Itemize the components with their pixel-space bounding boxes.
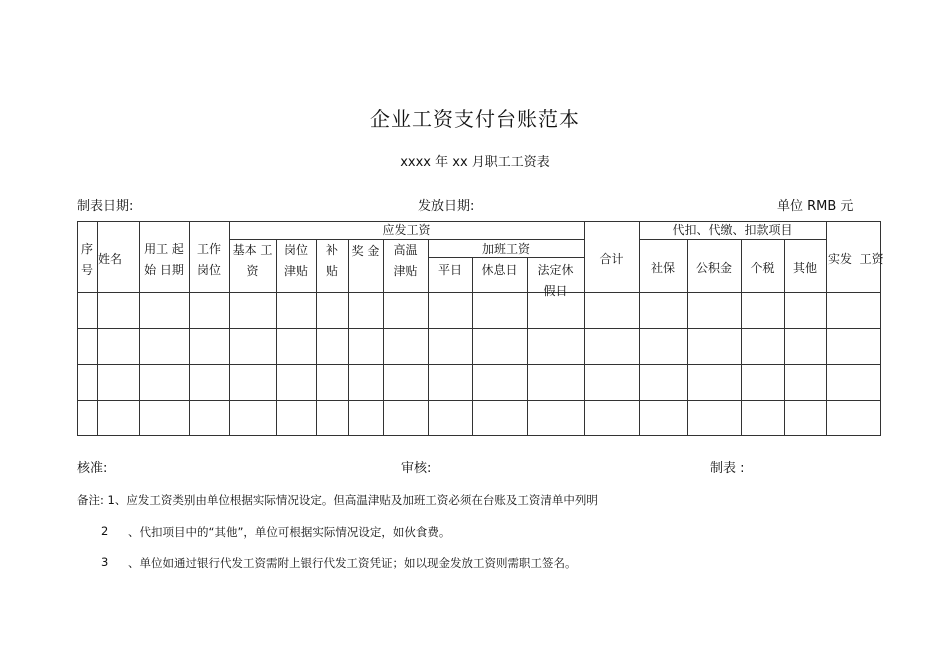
header-holiday-line1: 法定休 <box>537 263 574 277</box>
header-seq-line2: 号 <box>80 263 93 277</box>
review-label: 审核: <box>401 461 432 476</box>
header-total: 合计 <box>599 251 624 266</box>
header-post-allowance <box>276 241 316 281</box>
header-net-pay: 实发 工资 <box>828 251 884 266</box>
header-bonus: 奖 金 <box>351 243 380 258</box>
header-fund: 公积金 <box>695 260 732 275</box>
header-start-date-line1: 用工 起 <box>144 242 184 256</box>
header-post-allow-line1: 岗位 <box>283 243 308 257</box>
header-post <box>189 240 229 280</box>
header-post-line2: 岗位 <box>196 263 221 277</box>
issue-date-label: 发放日期: <box>418 199 475 214</box>
header-seq-line1: 序 <box>80 242 93 256</box>
header-overtime-group: 加班工资 <box>481 242 530 256</box>
header-deduct-group: 代扣、代缴、扣款项目 <box>672 223 793 237</box>
note-1: 备注: 1、应发工资类别由单位根据实际情况设定。但高温津贴及加班工资必须在台账及工资清单中列明 <box>77 493 598 507</box>
date-label: 制表日期: <box>77 199 134 214</box>
header-post-line1: 工作 <box>196 242 221 256</box>
header-name: 姓名 <box>97 251 122 266</box>
note-2: 、代扣项目中的“其他”，单位可根据实际情况设定，如伙食费。 <box>128 525 451 539</box>
header-restday: 休息日 <box>481 262 518 277</box>
page-title: 企业工资支付台账范本 <box>370 107 580 131</box>
approve-label: 核准: <box>77 461 108 476</box>
header-payable-group: 应发工资 <box>382 223 431 237</box>
header-holiday <box>527 259 584 303</box>
header-start-date-line2: 始 日期 <box>144 263 184 277</box>
header-subsidy-line1: 补 <box>325 243 338 257</box>
header-start-date <box>139 240 189 280</box>
header-weekday: 平日 <box>437 262 462 277</box>
header-tax: 个税 <box>750 260 775 275</box>
note-2-number: 2 <box>101 524 109 538</box>
header-social: 社保 <box>650 260 675 275</box>
header-subsidy <box>316 241 348 281</box>
header-post-allow-line2: 津贴 <box>283 264 308 278</box>
header-heat-line1: 高温 <box>393 243 418 257</box>
header-heat-line2: 津贴 <box>393 264 418 278</box>
note-3: 、单位如通过银行代发工资需附上银行代发工资凭证；如以现金发放工资则需职工签名。 <box>128 556 577 570</box>
header-other: 其他 <box>792 260 817 275</box>
header-seq <box>77 240 97 280</box>
header-subsidy-line2: 贴 <box>325 264 338 278</box>
page-subtitle: xxxx 年 xx 月职工工资表 <box>400 155 550 170</box>
header-holiday-line2: 假日 <box>543 284 568 298</box>
header-base-line1: 基本 工 <box>232 243 273 257</box>
unit-label: 单位 RMB 元 <box>777 199 854 214</box>
maker-label: 制表 : <box>710 461 745 476</box>
header-base-line2: 资 <box>246 264 259 278</box>
header-base-salary <box>229 241 276 281</box>
header-heat-allowance <box>383 241 428 281</box>
note-3-number: 3 <box>101 555 109 569</box>
